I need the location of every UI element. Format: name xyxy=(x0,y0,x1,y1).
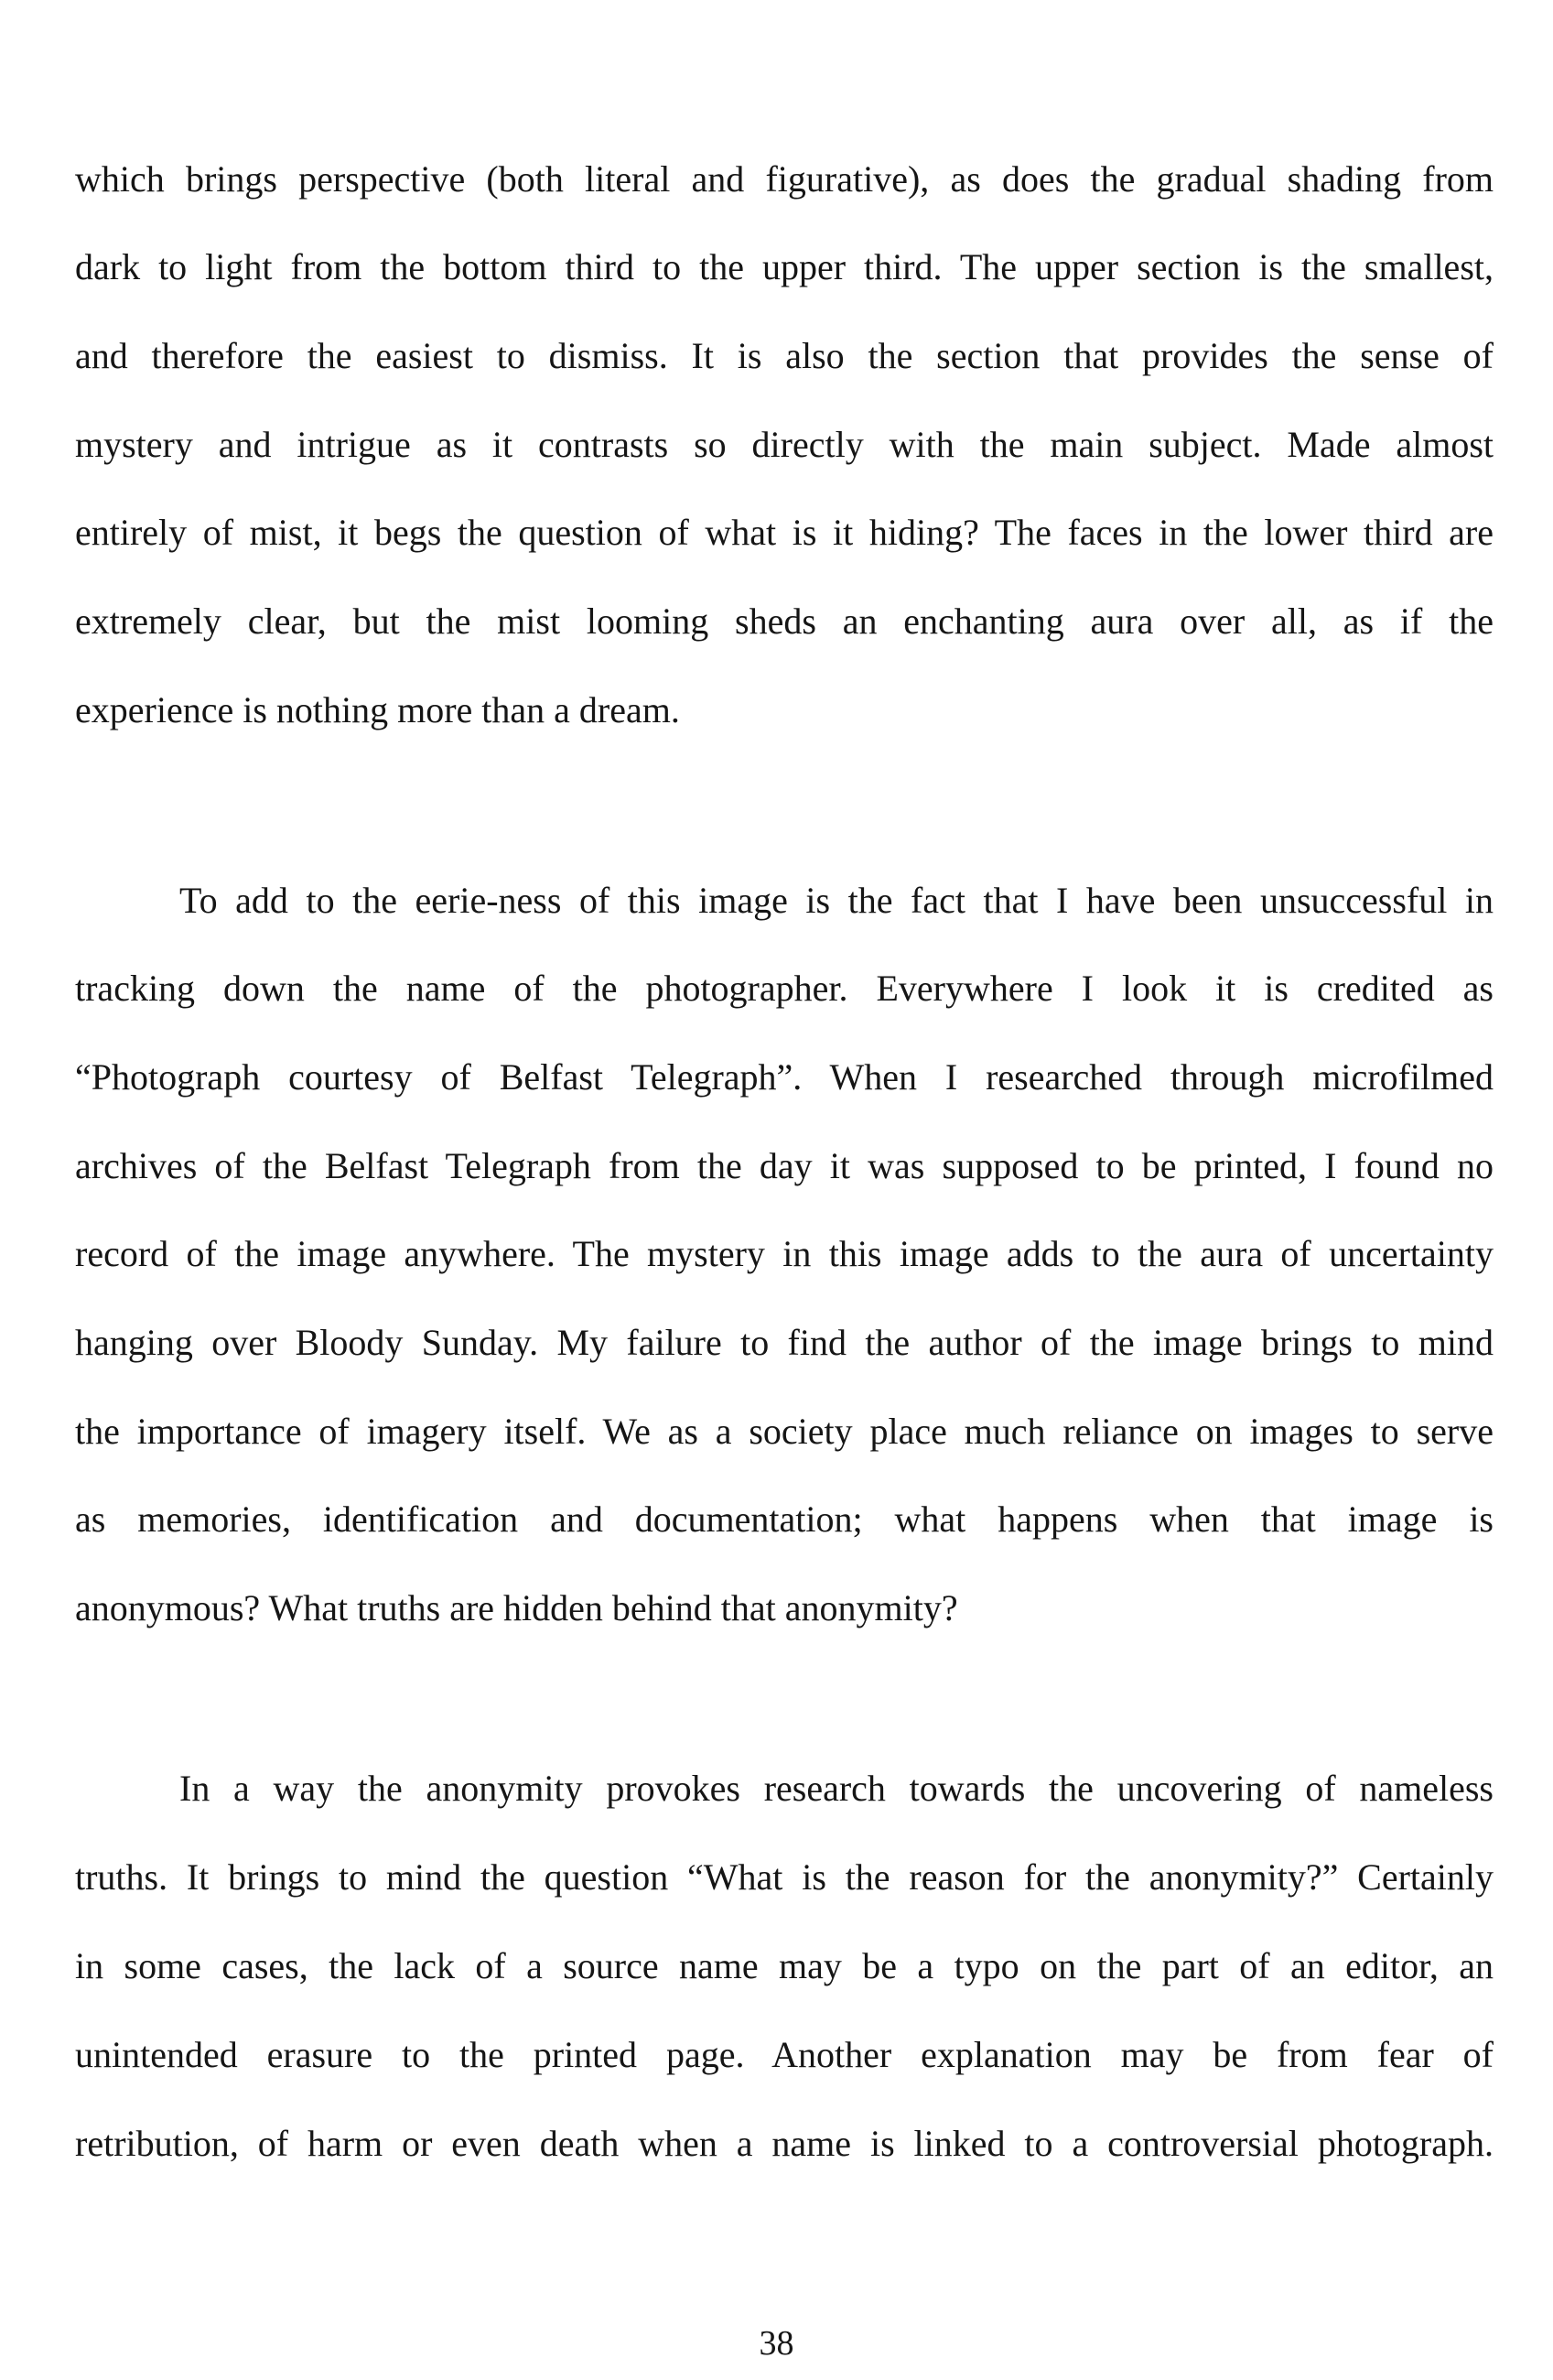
text-line: record of the image anywhere. The mystery in this image adds to the aura of uncertainty xyxy=(75,1233,1494,1274)
text-line: dark to light from the bottom third to the upper third. The upper section is the smallest, xyxy=(75,246,1494,287)
text-line: unintended erasure to the printed page. Another explanation may be from fear of xyxy=(75,2034,1494,2075)
text-line: anonymous? What truths are hidden behind that anonymity? xyxy=(75,1587,958,1628)
text-line: To add to the eerie-ness of this image is the fact that I have been unsuccessful in xyxy=(179,880,1494,921)
text-line: truths. It brings to mind the question “What is the reason for the anonymity?” Certainly xyxy=(75,1856,1494,1898)
text-line: In a way the anonymity provokes research towards the uncovering of nameless xyxy=(179,1768,1494,1809)
text-line: entirely of mist, it begs the question of what is it hiding? The faces in the lower third are xyxy=(75,512,1494,553)
text-line: retribution, of harm or even death when a name is linked to a controversial photograph. xyxy=(75,2123,1494,2164)
text-line: archives of the Belfast Telegraph from the day it was supposed to be printed, I found no xyxy=(75,1145,1494,1186)
text-line: “Photograph courtesy of Belfast Telegraph”. When I researched through microfilmed xyxy=(75,1056,1494,1098)
text-line: as memories, identification and documentation; what happens when that image is xyxy=(75,1498,1494,1540)
text-line: which brings perspective (both literal and figurative), as does the gradual shading from xyxy=(75,158,1494,200)
text-line: and therefore the easiest to dismiss. It is also the section that provides the sense of xyxy=(75,335,1494,376)
text-line: extremely clear, but the mist looming sheds an enchanting aura over all, as if the xyxy=(75,600,1494,642)
text-line: hanging over Bloody Sunday. My failure to find the author of the image brings to mind xyxy=(75,1322,1494,1363)
text-line: mystery and intrigue as it contrasts so directly with the main subject. Made almost xyxy=(75,424,1494,465)
text-line: tracking down the name of the photographer. Everywhere I look it is credited as xyxy=(75,968,1494,1009)
text-line: experience is nothing more than a dream. xyxy=(75,689,680,730)
text-line: in some cases, the lack of a source name may be a typo on the part of an editor, an xyxy=(75,1945,1494,1986)
page-number: 38 xyxy=(759,2324,794,2363)
text-line: the importance of imagery itself. We as a society place much reliance on images to serve xyxy=(75,1411,1494,1452)
